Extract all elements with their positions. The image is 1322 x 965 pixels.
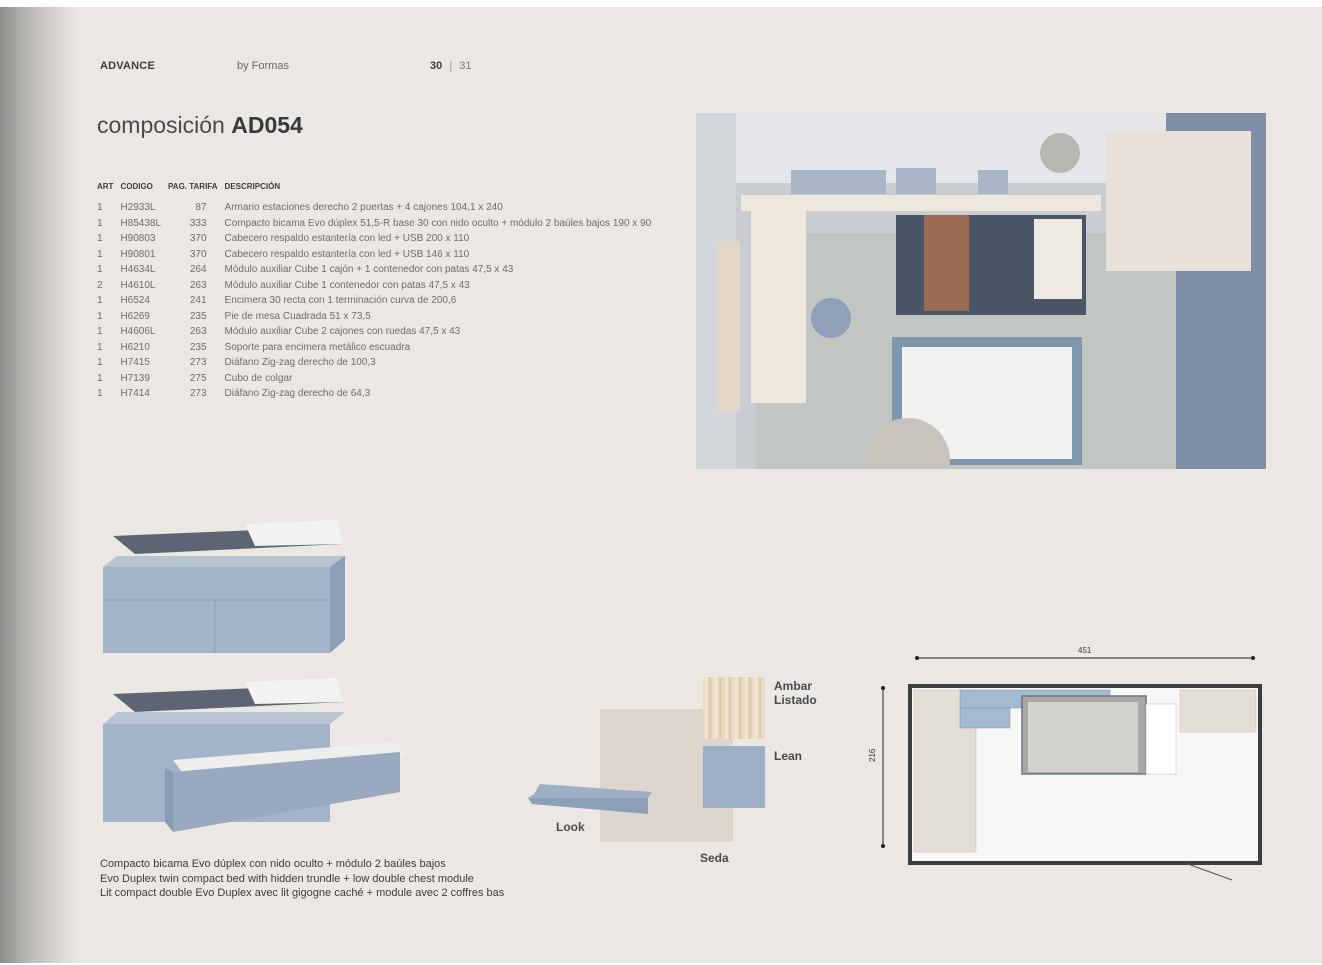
cell-description: Diáfano Zig-zag derecho de 100,3: [224, 357, 376, 368]
page-numbers: [430, 60, 471, 72]
table-row: [95, 262, 656, 278]
room-top-view-photo: [696, 113, 1266, 469]
cell-description: Diáfano Zig-zag derecho de 64,3: [224, 388, 371, 399]
cell-code: H7415: [120, 357, 150, 368]
cell-description: Soporte para encimera metálico escuadra: [224, 341, 411, 353]
cell-art: 1: [97, 264, 103, 275]
ambar-label-line2: Listado: [774, 693, 817, 707]
cell-art: 1: [97, 372, 103, 384]
cell-art: 1: [97, 388, 103, 399]
table-row: [95, 324, 656, 340]
page-separator: |: [449, 60, 453, 72]
cell-page: 333: [189, 217, 207, 229]
col-page: PAG. TARIFA: [168, 182, 218, 191]
cell-code: H4634L: [120, 264, 156, 275]
cell-description: Cabecero respaldo estantería con led + USB 146 x 110: [224, 248, 470, 260]
cell-page: 241: [189, 295, 207, 306]
cell-art: 1: [97, 295, 103, 306]
cell-description: Armario estaciones derecho 2 puertas + 4 cajones 104,1 x 240: [224, 202, 503, 213]
caption-french: Lit compact double Evo Duplex avec lit gigogne caché + module avec 2 coffres bas: [100, 887, 505, 899]
cell-page: 263: [189, 326, 207, 337]
product-caption: [100, 857, 504, 901]
table-header-row: [95, 182, 656, 200]
cell-code: H90801: [120, 248, 156, 260]
cell-art: 1: [97, 217, 103, 229]
seda-label: Seda: [700, 851, 729, 865]
cell-code: H6269: [120, 310, 150, 322]
table-row: [95, 340, 656, 356]
look-label: Look: [556, 820, 585, 834]
table-row: [95, 200, 656, 216]
cell-code: H7139: [120, 372, 150, 384]
plan-width-dimension: 451: [1078, 646, 1092, 655]
ambar-label: [774, 679, 817, 707]
floor-plan: [870, 650, 1270, 885]
table-row: [95, 231, 656, 247]
col-art: ART: [97, 182, 114, 191]
cell-art: 1: [97, 357, 103, 368]
cell-art: 1: [97, 248, 103, 260]
table-row: [95, 386, 656, 402]
table-row: [95, 293, 656, 309]
cell-description: Cubo de colgar: [224, 372, 293, 384]
cell-description: Encimera 30 recta con 1 terminación curva de 200,6: [224, 295, 457, 306]
cell-page: 235: [189, 341, 207, 353]
cell-code: H6210: [120, 341, 150, 353]
cell-art: 1: [97, 310, 103, 322]
cell-code: H85438L: [120, 217, 162, 229]
cell-description: Módulo auxiliar Cube 1 cajón + 1 contenedor con patas 47,5 x 43: [224, 264, 514, 275]
lean-finish-swatch: [703, 746, 765, 808]
cell-code: H7414: [120, 388, 150, 399]
page-number-right: 31: [459, 60, 472, 72]
cell-description: Módulo auxiliar Cube 2 cajones con ruedas 47,5 x 43: [224, 326, 461, 337]
cell-code: H4606L: [120, 326, 156, 337]
cell-code: H6524: [120, 295, 150, 306]
cell-art: 1: [97, 233, 103, 244]
look-shelf-image: [528, 778, 653, 814]
parts-table-body: [95, 200, 656, 402]
cell-art: 1: [97, 326, 103, 337]
cell-page: 370: [189, 233, 207, 244]
table-row: [95, 309, 656, 325]
brand-byline: by Formas: [237, 60, 289, 72]
table-row: [95, 216, 656, 232]
ambar-listado-finish-swatch: [703, 677, 765, 739]
cell-page: 273: [189, 388, 207, 399]
cell-page: 87: [195, 202, 207, 213]
cell-art: 1: [97, 202, 103, 213]
cell-art: 1: [97, 341, 103, 353]
lean-label: Lean: [774, 749, 803, 763]
composition-code: AD054: [231, 112, 303, 138]
parts-table: [95, 182, 656, 402]
cell-description: Cabecero respaldo estantería con led + USB 200 x 110: [224, 233, 470, 244]
cell-description: Módulo auxiliar Cube 1 contenedor con patas 47,5 x 43: [224, 279, 470, 291]
cell-page: 263: [189, 279, 207, 291]
caption-spanish: Compacto bicama Evo dúplex con nido oculto + módulo 2 baúles bajos: [100, 858, 446, 870]
col-code: CODIGO: [120, 182, 153, 191]
cell-code: H4610L: [120, 279, 156, 291]
compact-bed-trundle-open-image: [95, 672, 415, 842]
cell-page: 275: [189, 372, 207, 384]
title-prefix: composición: [97, 112, 225, 138]
plan-depth-dimension: 216: [868, 748, 877, 762]
ambar-label-line1: Ambar: [774, 679, 813, 693]
page-number-left: 30: [430, 60, 443, 72]
cell-page: 235: [189, 310, 207, 322]
page-title: [97, 112, 303, 139]
brand-name: ADVANCE: [100, 60, 155, 72]
cell-code: H90803: [120, 233, 156, 244]
compact-bed-closed-image: [95, 510, 355, 660]
book-spine-shadow: [0, 7, 78, 963]
cell-description: Compacto bicama Evo dúplex 51,5-R base 30 con nido oculto + módulo 2 baúles bajos 190 x 90: [224, 217, 652, 229]
cell-code: H2933L: [120, 202, 156, 213]
cell-page: 273: [189, 357, 207, 368]
table-row: [95, 371, 656, 387]
table-row: [95, 247, 656, 263]
cell-description: Pie de mesa Cuadrada 51 x 73,5: [224, 310, 371, 322]
caption-english: Evo Duplex twin compact bed with hidden trundle + low double chest module: [100, 872, 474, 885]
table-row: [95, 278, 656, 294]
cell-art: 2: [97, 279, 103, 291]
col-description: DESCRIPCIÓN: [224, 182, 281, 191]
room-photo-illustration: [696, 113, 1266, 469]
table-row: [95, 355, 656, 371]
cell-page: 264: [189, 264, 207, 275]
cell-page: 370: [189, 248, 207, 260]
